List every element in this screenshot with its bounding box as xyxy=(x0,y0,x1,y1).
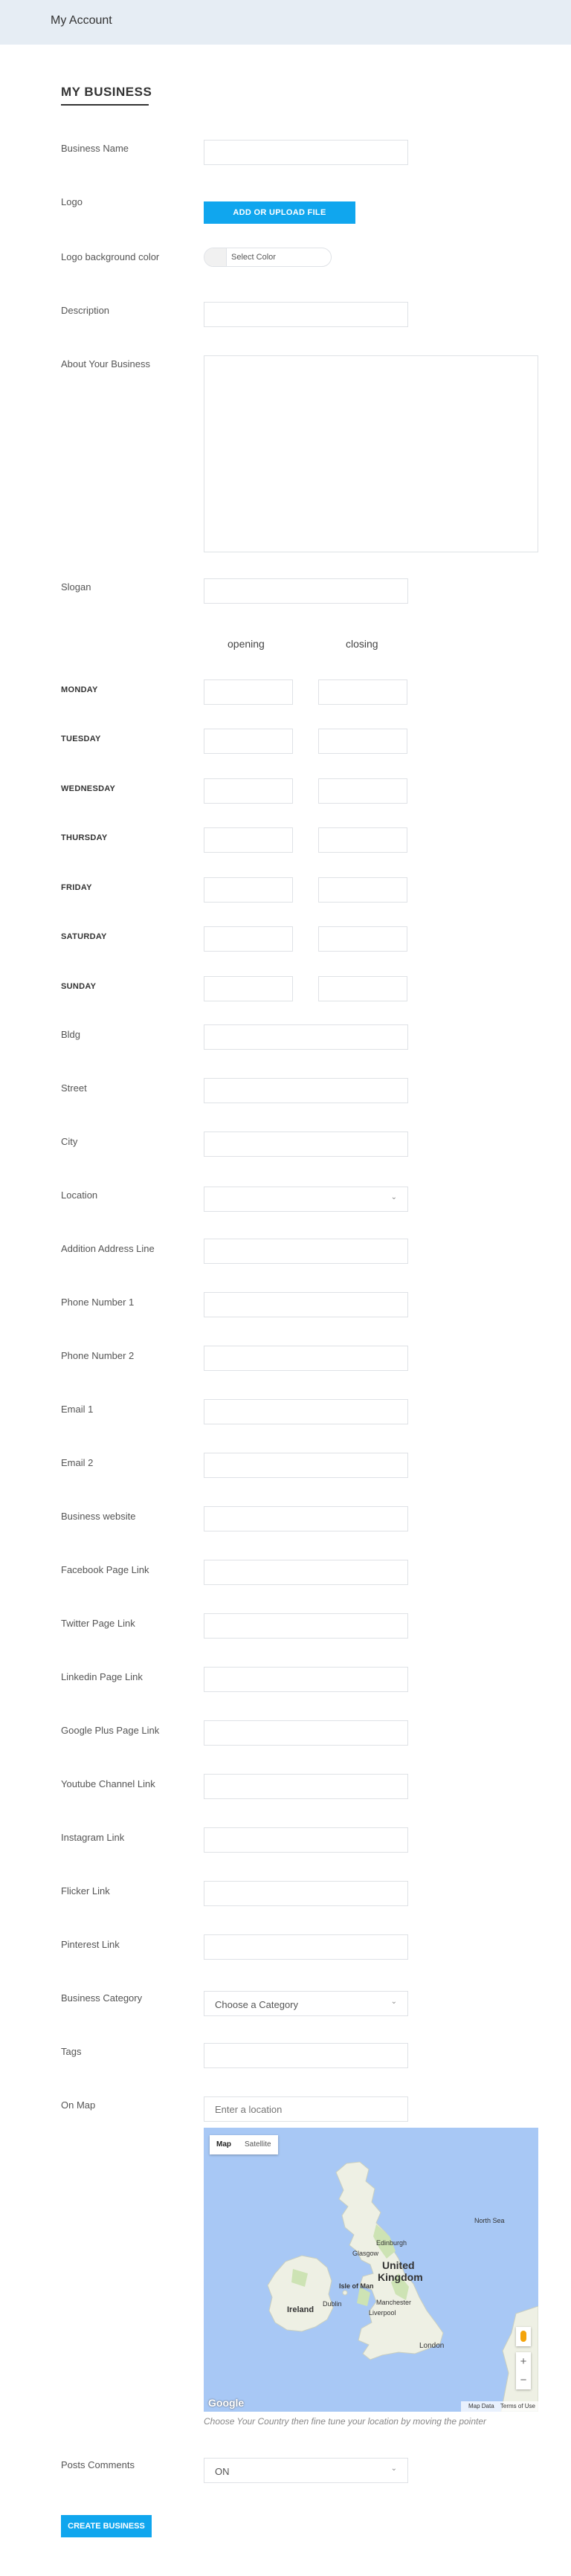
chevron-down-icon: ⌄ xyxy=(390,1193,397,1201)
upload-logo-button[interactable]: ADD OR UPLOAD FILE xyxy=(204,201,355,224)
slogan-label: Slogan xyxy=(61,581,91,593)
phone1-input[interactable] xyxy=(204,1292,408,1317)
map-label-north-sea: North Sea xyxy=(474,2217,505,2224)
email2-input[interactable] xyxy=(204,1453,408,1478)
map-footer xyxy=(461,2401,538,2412)
phone2-label: Phone Number 2 xyxy=(61,1350,135,1361)
phone1-label: Phone Number 1 xyxy=(61,1297,135,1308)
friday-closing-input[interactable] xyxy=(318,877,407,903)
linkedin-label: Linkedin Page Link xyxy=(61,1671,143,1682)
facebook-input[interactable] xyxy=(204,1560,408,1585)
email2-label: Email 2 xyxy=(61,1457,94,1468)
saturday-opening-input[interactable] xyxy=(204,926,293,952)
map-label-liverpool: Liverpool xyxy=(369,2309,396,2317)
closing-header: closing xyxy=(346,638,378,650)
pinterest-label: Pinterest Link xyxy=(61,1939,120,1950)
map-label-manchester: Manchester xyxy=(376,2299,412,2306)
map-data-link[interactable]: Map Data xyxy=(468,2403,494,2409)
section-title-underline xyxy=(61,104,149,106)
zoom-control xyxy=(516,2352,531,2389)
youtube-label: Youtube Channel Link xyxy=(61,1778,155,1789)
flicker-label: Flicker Link xyxy=(61,1885,110,1897)
twitter-label: Twitter Page Link xyxy=(61,1618,135,1629)
wednesday-closing-input[interactable] xyxy=(318,778,407,804)
opening-header: opening xyxy=(228,638,265,650)
street-view-pegman-icon[interactable] xyxy=(516,2327,531,2346)
business-name-label: Business Name xyxy=(61,143,129,154)
category-label: Business Category xyxy=(61,1992,143,2004)
thursday-opening-input[interactable] xyxy=(204,827,293,853)
friday-opening-input[interactable] xyxy=(204,877,293,903)
thursday-closing-input[interactable] xyxy=(318,827,407,853)
tags-input[interactable] xyxy=(204,2043,408,2068)
street-label: Street xyxy=(61,1082,87,1094)
monday-opening-input[interactable] xyxy=(204,679,293,705)
facebook-label: Facebook Page Link xyxy=(61,1564,149,1575)
flicker-input[interactable] xyxy=(204,1881,408,1906)
city-label: City xyxy=(61,1136,78,1147)
page-header-title: My Account xyxy=(51,14,112,27)
map-label-uk-line2: Kingdom xyxy=(378,2271,423,2283)
posts-comments-label: Posts Comments xyxy=(61,2459,135,2470)
logo-label: Logo xyxy=(61,196,83,207)
map-label-glasgow: Glasgow xyxy=(352,2250,379,2257)
map-canvas xyxy=(204,2128,538,2412)
monday-closing-input[interactable] xyxy=(318,679,407,705)
city-input[interactable] xyxy=(204,1132,408,1157)
saturday-closing-input[interactable] xyxy=(318,926,407,952)
tuesday-opening-input[interactable] xyxy=(204,729,293,754)
create-business-button[interactable]: CREATE BUSINESS xyxy=(61,2515,152,2537)
map-label-london: London xyxy=(419,2342,445,2350)
day-label-sunday: SUNDAY xyxy=(61,982,97,991)
slogan-input[interactable] xyxy=(204,578,408,604)
logo-bg-color-label: Logo background color xyxy=(61,251,160,262)
bldg-input[interactable] xyxy=(204,1024,408,1050)
website-input[interactable] xyxy=(204,1506,408,1531)
location-search[interactable] xyxy=(204,2096,408,2122)
google-logo: Google xyxy=(208,2397,245,2409)
website-label: Business website xyxy=(61,1511,136,1522)
map-label-isle-of-man: Isle of Man xyxy=(339,2282,374,2290)
color-picker[interactable] xyxy=(204,248,332,267)
map-label-uk-line1: United xyxy=(382,2259,415,2271)
location-label: Location xyxy=(61,1189,98,1201)
map-label-edinburgh: Edinburgh xyxy=(376,2239,407,2247)
map-terms-link[interactable]: Terms of Use xyxy=(500,2403,535,2409)
bldg-label: Bldg xyxy=(61,1029,81,1040)
on-map-label: On Map xyxy=(61,2099,96,2111)
description-label: Description xyxy=(61,305,110,316)
day-label-saturday: SATURDAY xyxy=(61,932,107,941)
tuesday-closing-input[interactable] xyxy=(318,729,407,754)
googleplus-input[interactable] xyxy=(204,1720,408,1746)
chevron-down-icon: ⌄ xyxy=(390,1998,397,2006)
category-select[interactable] xyxy=(204,1991,408,2016)
phone2-input[interactable] xyxy=(204,1346,408,1371)
section-title: MY BUSINESS xyxy=(61,85,152,99)
map-hint-text: Choose Your Country then fine tune your location by moving the pointer xyxy=(204,2416,487,2427)
day-label-tuesday: TUESDAY xyxy=(61,735,101,743)
description-input[interactable] xyxy=(204,302,408,327)
color-swatch[interactable] xyxy=(204,248,227,266)
linkedin-input[interactable] xyxy=(204,1667,408,1692)
street-input[interactable] xyxy=(204,1078,408,1103)
map-label-ireland: Ireland xyxy=(287,2305,314,2314)
addition-address-input[interactable] xyxy=(204,1239,408,1264)
location-search-input[interactable] xyxy=(204,2097,407,2121)
map-view[interactable] xyxy=(204,2128,538,2412)
map-label-dublin: Dublin xyxy=(323,2300,342,2308)
twitter-input[interactable] xyxy=(204,1613,408,1639)
zoom-in-button[interactable]: + xyxy=(520,2355,527,2368)
addition-address-label: Addition Address Line xyxy=(61,1243,155,1254)
zoom-out-button[interactable]: − xyxy=(520,2374,527,2386)
posts-comments-select[interactable] xyxy=(204,2458,408,2483)
day-label-friday: FRIDAY xyxy=(61,883,92,892)
map-type-map-button[interactable]: Map xyxy=(216,2140,231,2149)
youtube-input[interactable] xyxy=(204,1774,408,1799)
sunday-closing-input[interactable] xyxy=(318,976,407,1001)
map-type-control xyxy=(210,2135,278,2154)
wednesday-opening-input[interactable] xyxy=(204,778,293,804)
map-type-satellite-button[interactable]: Satellite xyxy=(245,2140,271,2149)
business-name-input[interactable] xyxy=(204,140,408,165)
posts-comments-value: ON xyxy=(215,2466,230,2477)
day-label-wednesday: WEDNESDAY xyxy=(61,784,116,793)
color-picker-label: Select Color xyxy=(231,253,276,262)
instagram-label: Instagram Link xyxy=(61,1832,125,1843)
location-select[interactable] xyxy=(204,1187,408,1212)
category-select-value: Choose a Category xyxy=(215,1999,299,2010)
day-label-monday: MONDAY xyxy=(61,685,98,694)
about-textarea[interactable] xyxy=(204,355,538,552)
about-label: About Your Business xyxy=(61,358,150,369)
top-bar xyxy=(0,0,571,45)
email1-label: Email 1 xyxy=(61,1404,94,1415)
email1-input[interactable] xyxy=(204,1399,408,1424)
googleplus-label: Google Plus Page Link xyxy=(61,1725,160,1736)
tags-label: Tags xyxy=(61,2046,82,2057)
instagram-input[interactable] xyxy=(204,1827,408,1853)
sunday-opening-input[interactable] xyxy=(204,976,293,1001)
pinterest-input[interactable] xyxy=(204,1934,408,1960)
day-label-thursday: THURSDAY xyxy=(61,833,108,842)
chevron-down-icon: ⌄ xyxy=(390,2464,397,2473)
